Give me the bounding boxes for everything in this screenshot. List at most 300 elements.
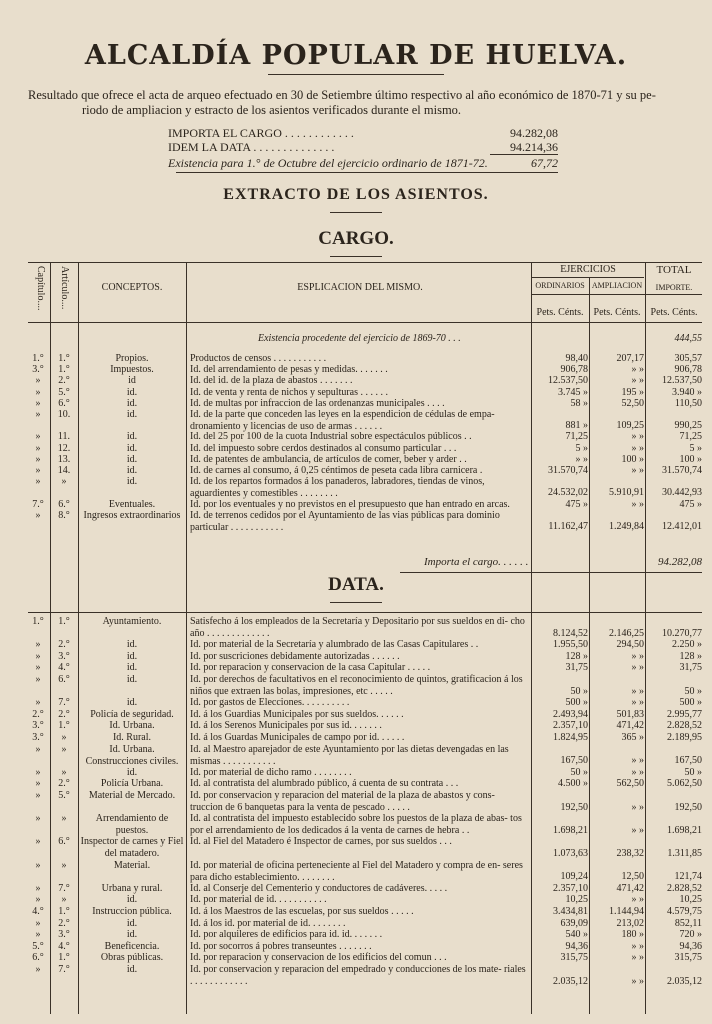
cargo-articulo: 8.° <box>58 509 70 521</box>
data-capitulo: 2.° <box>32 708 44 720</box>
data-ordinarios: 1.698,21 <box>553 824 588 836</box>
col-importe: IMPORTE. <box>655 283 693 292</box>
col-capitulo: Capítulo.... <box>35 266 46 311</box>
data-total: 94,36 <box>679 940 702 952</box>
data-explicacion: Id. á los Guardias Municipales por sus sueldos. . . . . . <box>190 708 404 720</box>
data-explicacion: Id. por reparacion y conservacion de la casa Capitular . . . . . <box>190 662 431 674</box>
data-ordinarios: 128 » <box>565 650 588 662</box>
cargo-ordinarios: 12.537,50 <box>548 375 588 387</box>
cargo-explicacion: Productos de censos . . . . . . . . . . . <box>190 353 327 364</box>
cargo-ampliacion: 100 » <box>621 453 644 465</box>
cargo-capitulo: » <box>35 476 41 488</box>
data-total: 10.270,77 <box>662 627 702 639</box>
data-capitulo: » <box>35 917 41 929</box>
cargo-articulo: 1.° <box>58 364 70 376</box>
data-concepto: id. <box>126 964 138 975</box>
data-articulo: 1.° <box>58 720 70 732</box>
data-explicacion: Id. por socorros á pobres transeuntes . . . . . . . <box>190 940 372 952</box>
data-capitulo: 6.° <box>32 952 44 964</box>
data-concepto: Urbana y rural. <box>101 882 163 894</box>
cargo-explicacion: Id. del 25 por 100 de la cuota Industrial sobre espectáculos públicos . . <box>190 431 472 443</box>
data-capitulo: » <box>35 882 41 894</box>
cargo-articulo: 2.° <box>58 375 70 387</box>
data-total: 852,11 <box>674 917 702 929</box>
cargo-ampliacion: » » <box>631 465 644 476</box>
data-capitulo: » <box>35 813 41 825</box>
data-explicacion: Id. por material de oficina perteneciente al Fiel del Matadero y compra de en- seres para dicho establecimiento. . . . . . . . <box>190 859 523 883</box>
data-total: 2.995,77 <box>667 708 702 720</box>
data-concepto: id. <box>126 766 138 778</box>
data-total: 31,75 <box>679 662 702 674</box>
data-ordinarios: 1.955,50 <box>553 639 588 651</box>
cargo-capitulo: » <box>35 453 41 465</box>
data-concepto: Instruccion pública. <box>92 906 172 917</box>
cargo-ordinarios: 31.570,74 <box>548 465 588 476</box>
data-concepto: Arrendamiento de puestos. <box>95 813 169 837</box>
data-ordinarios: 50 » <box>570 685 588 697</box>
cargo-explicacion: Id. de terrenos cedidos por el Ayuntamiento de las vias públicas para dominio particular . . . . . . . . . . . <box>190 509 500 533</box>
cargo-explicacion: Id. de la parte que conceden las leyes en la espendicion de cédulas de empa- dronamiento y licencias de uso de armas . . . . . . <box>190 409 495 432</box>
ejercicios-rule <box>532 277 644 278</box>
data-total: 2.828,52 <box>667 720 702 732</box>
cargo-capitulo: 3.° <box>32 364 44 376</box>
data-ampliacion: 294,50 <box>616 639 644 651</box>
cargo-concepto: id. <box>126 397 138 409</box>
cargo-explicacion: Id. de multas por infraccion de las ordenanzas municipales . . . . <box>190 397 445 409</box>
intro-line-1: Resultado que ofrece el acta de arqueo efectuado en 30 de Setiembre último respectivo al año económico de 1870-71 y su pe- <box>28 88 656 102</box>
data-ampliacion: 213,02 <box>616 917 644 929</box>
cargo-explicacion: Id. del arrendamiento de pesas y medidas. . . . . . . <box>190 364 388 376</box>
summary-data <box>168 140 558 154</box>
title-rule <box>268 74 444 75</box>
data-top-rule <box>28 612 702 613</box>
data-articulo: 4.° <box>58 662 70 674</box>
data-capitulo: » <box>35 859 41 871</box>
data-explicacion: Id. al Maestro aparejador de este Ayuntamiento por las dietas devengadas en las mismas . . . . . . . . . . . <box>190 743 509 767</box>
data-explicacion: Id. por alquileres de edificios para id. id. . . . . . . <box>190 929 383 941</box>
data-capitulo: » <box>35 964 41 975</box>
data-capitulo: » <box>35 662 41 674</box>
data-concepto: id. <box>126 929 138 941</box>
data-ordinarios: 2.493,94 <box>553 708 588 720</box>
col-total: TOTAL <box>656 264 692 276</box>
data-capitulo: » <box>35 743 41 755</box>
cargo-articulo: 5.° <box>58 386 70 398</box>
data-ampliacion: 12,50 <box>621 871 644 883</box>
data-capitulo: » <box>35 836 41 848</box>
vrule-4 <box>531 262 532 1014</box>
cargo-capitulo: » <box>35 465 41 476</box>
data-total: 2.189,95 <box>667 732 702 743</box>
data-ordinarios: 50 » <box>570 766 588 778</box>
cargo-ampliacion: 109,25 <box>616 420 644 432</box>
data-capitulo: 3.° <box>32 732 44 743</box>
cargo-ampliacion: » » <box>631 442 644 454</box>
data-ordinarios: 3.434,81 <box>553 906 588 917</box>
data-ampliacion: » » <box>631 940 644 952</box>
col-ampliacion: AMPLIACION <box>591 281 643 290</box>
data-articulo: 7.° <box>58 882 70 894</box>
cargo-explicacion: Id. del id. de la plaza de abastos . . . . . . . <box>190 375 353 387</box>
cargo-concepto: Ingresos extraordinarios <box>83 509 181 521</box>
data-explicacion: Id. por reparacion y conservacion de los edificios del comun . . . <box>190 952 447 964</box>
data-articulo: 2.° <box>58 708 70 720</box>
cargo-ordinarios: 24.532,02 <box>548 487 588 499</box>
data-ordinarios: 167,50 <box>560 755 588 767</box>
data-explicacion: Id. al contratista del impuesto establecido sobre los puestos de la plaza de abas- tos por el arrendamiento de los dedicados á la venta de carnes de hebra . . <box>190 813 522 837</box>
data-capitulo: » <box>35 639 41 651</box>
col-conceptos: CONCEPTOS. <box>101 282 163 293</box>
cargo-ampliacion: 207,17 <box>616 353 644 364</box>
cargo-concepto: id. <box>126 386 138 398</box>
cargo-explicacion: Id. de carnes al consumo, á 0,25 céntimos de peseta cada libra carnicera . <box>190 465 483 476</box>
data-capitulo: 1.° <box>32 616 44 627</box>
vrule-5 <box>589 277 590 1014</box>
cargo-concepto: id. <box>126 431 138 443</box>
cargo-concepto: id. <box>126 409 138 420</box>
data-articulo: » <box>61 732 67 743</box>
cargo-ordinarios: 906,78 <box>560 364 588 376</box>
data-ampliacion: 562,50 <box>616 778 644 790</box>
data-total: 500 » <box>679 697 702 709</box>
data-ordinarios: 8.124,52 <box>553 627 588 639</box>
cargo-articulo: 6.° <box>58 498 70 510</box>
existencia-total: 444,55 <box>674 333 702 344</box>
data-concepto: Obras públicas. <box>100 952 164 964</box>
data-capitulo: » <box>35 778 41 790</box>
data-articulo: 7.° <box>58 964 70 975</box>
data-total: 167,50 <box>674 755 702 767</box>
data-capitulo: » <box>35 650 41 662</box>
cargo-total: 12.537,50 <box>662 375 702 387</box>
data-ampliacion: 2.146,25 <box>609 627 644 639</box>
cargo-ordinarios: 71,25 <box>565 431 588 443</box>
summary-cargo <box>168 126 558 140</box>
cargo-ordinarios: 11.162,47 <box>548 520 588 532</box>
data-concepto: Id. Urbana. <box>109 720 155 732</box>
data-heading: DATA. <box>328 574 384 595</box>
data-ampliacion: » » <box>631 801 644 813</box>
data-ampliacion: » » <box>631 755 644 767</box>
data-total: 4.579,75 <box>667 906 702 917</box>
unit-total: Pets. Cénts. <box>650 307 698 318</box>
cargo-ampliacion: » » <box>631 375 644 387</box>
data-ampliacion: » » <box>631 894 644 906</box>
data-total: 2.828,52 <box>667 882 702 894</box>
extract-subtitle: EXTRACTO DE LOS ASIENTOS. <box>223 186 489 203</box>
data-total: 50 » <box>684 685 702 697</box>
cargo-capitulo: » <box>35 386 41 398</box>
data-articulo: » <box>61 743 67 755</box>
data-concepto: id. <box>126 917 138 929</box>
data-concepto: Material. <box>113 859 151 871</box>
data-concepto: id. <box>126 662 138 674</box>
data-ampliacion: 1.144,94 <box>609 906 644 917</box>
data-concepto: Id. Rural. <box>112 732 152 743</box>
data-articulo: 7.° <box>58 697 70 709</box>
cargo-concepto: id. <box>126 465 138 476</box>
header-bottom-rule <box>28 322 702 323</box>
cargo-capitulo: » <box>35 397 41 409</box>
summary-rule <box>490 154 558 155</box>
data-explicacion: Id. por material de id. . . . . . . . . . . <box>190 894 327 906</box>
cargo-ordinarios: » » <box>575 453 588 465</box>
data-explicacion: Id. á los id. por material de id. . . . . . . . <box>190 917 346 929</box>
cargo-ampliacion: » » <box>631 431 644 443</box>
data-articulo: 2.° <box>58 778 70 790</box>
data-articulo: » <box>61 859 67 871</box>
data-total: 50 » <box>684 766 702 778</box>
cargo-concepto: id. <box>126 476 138 488</box>
data-articulo: » <box>61 813 67 825</box>
cargo-total: 31.570,74 <box>662 465 702 476</box>
data-capitulo: 5.° <box>32 940 44 952</box>
data-concepto: Beneficencia. <box>104 940 160 952</box>
cargo-articulo: 11. <box>57 431 71 443</box>
intro-paragraph <box>28 88 704 118</box>
data-explicacion: Id. al Fiel del Matadero é Inspector de carnes, por sus sueldos . . . <box>190 836 452 848</box>
data-ordinarios: 10,25 <box>565 894 588 906</box>
data-concepto: Ayuntamiento. <box>102 616 162 627</box>
summary-cargo-label: IMPORTA EL CARGO . . . . . . . . . . . . <box>168 126 354 140</box>
data-concepto: id. <box>126 894 138 906</box>
data-ampliacion: 180 » <box>621 929 644 941</box>
cargo-ordinarios: 58 » <box>570 397 588 409</box>
data-total: 192,50 <box>674 801 702 813</box>
cargo-articulo: 6.° <box>58 397 70 409</box>
data-concepto: Policía de seguridad. <box>90 708 174 720</box>
importa-cargo-value: 94.282,08 <box>658 556 702 568</box>
data-ampliacion: » » <box>631 766 644 778</box>
cargo-ampliacion: 5.910,91 <box>609 487 644 499</box>
col-explicacion: ESPLICACION DEL MISMO. <box>297 282 423 293</box>
data-ampliacion: 471,42 <box>616 882 644 894</box>
data-ordinarios: 2.035,12 <box>553 975 588 987</box>
col-ejercicios: EJERCICIOS <box>560 264 616 275</box>
cargo-concepto: Eventuales. <box>108 498 156 510</box>
data-articulo: » <box>61 766 67 778</box>
header-rule-1 <box>532 294 702 295</box>
cargo-total: 3.940 » <box>672 386 702 398</box>
cargo-total: 110,50 <box>674 397 702 409</box>
data-explicacion: Id. por derechos de facultativos en el reconocimiento de quintos, gratificacion á los niños que extraen las bolas, impresiones, etc . . . . . <box>190 674 523 697</box>
vrule-2 <box>78 262 79 1014</box>
data-ampliacion: 471,42 <box>616 720 644 732</box>
data-capitulo: » <box>35 674 41 685</box>
data-explicacion: Id. por suscriciones debidamente autorizadas . . . . . . <box>190 650 400 662</box>
cargo-total: 475 » <box>679 498 702 510</box>
data-total: 10,25 <box>679 894 702 906</box>
cargo-ordinarios: 475 » <box>565 498 588 510</box>
data-concepto: id. <box>126 697 138 709</box>
data-concepto: id. <box>126 650 138 662</box>
cargo-explicacion: Id. de venta y renta de nichos y sepulturas . . . . . . <box>190 386 389 398</box>
data-ordinarios: 1.824,95 <box>553 732 588 743</box>
data-articulo: 5.° <box>58 790 70 801</box>
data-articulo: 2.° <box>58 917 70 929</box>
cargo-articulo: 1.° <box>58 353 70 364</box>
data-concepto: Policía Urbana. <box>100 778 164 790</box>
data-ordinarios: 4.500 » <box>558 778 588 790</box>
data-ordinarios: 192,50 <box>560 801 588 813</box>
summary-existencia-label: Existencia para 1.° de Octubre del ejercicio ordinario de 1871-72. <box>168 156 488 170</box>
data-total: 315,75 <box>674 952 702 964</box>
data-ampliacion: » » <box>631 662 644 674</box>
cargo-ornament <box>330 256 382 257</box>
summary-data-value: 94.214,36 <box>510 140 558 154</box>
cargo-ampliacion: » » <box>631 498 644 510</box>
cargo-total: 100 » <box>679 453 702 465</box>
data-ordinarios: 94,36 <box>565 940 588 952</box>
data-explicacion: Id. á los Maestros de las escuelas, por sus sueldos . . . . . <box>190 906 414 917</box>
data-capitulo: » <box>35 697 41 709</box>
data-concepto: Material de Mercado. <box>88 790 176 801</box>
data-explicacion: Id. por gastos de Elecciones. . . . . . . . . . <box>190 697 350 709</box>
data-capitulo: 3.° <box>32 720 44 732</box>
data-total: 121,74 <box>674 871 702 883</box>
vrule-1 <box>50 262 51 1014</box>
unit-ampliacion: Pets. Cénts. <box>593 307 641 318</box>
cargo-ampliacion: 1.249,84 <box>609 520 644 532</box>
data-total: 128 » <box>679 650 702 662</box>
cargo-explicacion: Id. de los repartos formados á los panaderos, labradores, tiendas de vinos, aguardientes y comestibles . . . . . . . . <box>190 476 485 500</box>
data-ordinarios: 639,09 <box>560 917 588 929</box>
data-ordinarios: 31,75 <box>565 662 588 674</box>
data-explicacion: Id. por conservacion y reparacion del empedrado y conducciones de los mate- riales . . . . . . . . . . . . <box>190 964 526 987</box>
summary-cargo-value: 94.282,08 <box>510 126 558 140</box>
cargo-concepto: Impuestos. <box>110 364 154 376</box>
cargo-capitulo: 1.° <box>32 353 44 364</box>
summary-data-label: IDEM LA DATA . . . . . . . . . . . . . . <box>168 140 335 154</box>
vrule-6 <box>645 262 646 1014</box>
data-total: 2.250 » <box>672 639 702 651</box>
data-ordinarios: 315,75 <box>560 952 588 964</box>
data-articulo: 3.° <box>58 929 70 941</box>
cargo-articulo: » <box>61 476 67 488</box>
cargo-capitulo: » <box>35 409 41 420</box>
data-ampliacion: » » <box>631 824 644 836</box>
data-concepto: id. <box>126 674 138 685</box>
data-explicacion: Id. por conservacion y reparacion del material de la plaza de abastos y cons- truccion de 6 banquetas para la venta de pescado . . . . . <box>190 790 495 813</box>
data-ampliacion: » » <box>631 975 644 987</box>
existencia-label: Existencia procedente del ejercicio de 1869-70 . . . <box>258 333 461 344</box>
data-ordinarios: 109,24 <box>560 871 588 883</box>
cargo-total: 990,25 <box>674 420 702 432</box>
cargo-heading: CARGO. <box>318 228 394 249</box>
page-title: ALCALDÍA POPULAR DE HUELVA. <box>84 40 628 71</box>
data-concepto: id. <box>126 639 138 651</box>
cargo-total: 305,57 <box>674 353 702 364</box>
vrule-3 <box>186 262 187 1014</box>
data-explicacion: Id. por material de la Secretaría y alumbrado de las Casas Capitulares . . <box>190 639 479 651</box>
cargo-capitulo: 7.° <box>32 498 44 510</box>
cargo-capitulo: » <box>35 431 41 443</box>
data-capitulo: » <box>35 894 41 906</box>
data-ordinarios: 2.357,10 <box>553 882 588 894</box>
data-explicacion: Id. al Conserje del Cementerio y conductores de cadáveres. . . . . <box>190 882 448 894</box>
summary-bottom-rule <box>176 172 558 173</box>
cargo-capitulo: » <box>35 442 41 454</box>
cargo-end-rule <box>400 572 702 573</box>
cargo-total: 906,78 <box>674 364 702 376</box>
cargo-explicacion: Id. de patentes de ambulancia, de artículos de comer, beber y arder . . <box>190 453 467 465</box>
cargo-articulo: 12. <box>57 442 71 454</box>
data-total: 720 » <box>679 929 702 941</box>
data-capitulo: » <box>35 929 41 941</box>
cargo-ordinarios: 881 » <box>565 420 588 432</box>
data-concepto: Inspector de carnes y Fiel del matadero. <box>80 836 184 860</box>
cargo-ampliacion: 52,50 <box>621 397 644 409</box>
data-articulo: 2.° <box>58 639 70 651</box>
data-total: 1.698,21 <box>667 824 702 836</box>
col-articulo: Artículo.... <box>59 266 70 310</box>
cargo-concepto: id <box>128 375 136 387</box>
data-ampliacion: » » <box>631 952 644 964</box>
data-capitulo: » <box>35 790 41 801</box>
data-articulo: » <box>61 894 67 906</box>
data-ampliacion: 501,83 <box>616 708 644 720</box>
data-explicacion: Satisfecho á los empleados de la Secretaría y Depositario por sus sueldos en di- cho año . . . . . . . . . . . . . <box>190 616 525 639</box>
data-articulo: 1.° <box>58 616 70 627</box>
cargo-ordinarios: 98,40 <box>565 353 588 364</box>
data-total: 1.311,85 <box>667 847 702 859</box>
cargo-explicacion: Id. por los eventuales y no previstos en el presupuesto que han entrado en arcas. <box>190 498 510 510</box>
cargo-total: 30.442,93 <box>662 487 702 499</box>
col-ordinarios: ORDINARIOS <box>535 281 585 290</box>
importa-cargo-label: Importa el cargo. . . . . . <box>424 556 529 568</box>
cargo-concepto: id. <box>126 453 138 465</box>
data-total: 5.062,50 <box>667 778 702 790</box>
unit-ordinarios: Pets. Cénts. <box>536 307 584 318</box>
data-total: 2.035,12 <box>667 975 702 987</box>
data-ordinarios: 1.073,63 <box>553 847 588 859</box>
intro-line-2: riodo de ampliacion y estracto de los asientos verificados durante el mismo. <box>82 103 462 117</box>
cargo-ordinarios: 5 » <box>575 442 588 454</box>
data-ampliacion: » » <box>631 650 644 662</box>
cargo-articulo: 13. <box>57 453 71 465</box>
data-articulo: 1.° <box>58 906 70 917</box>
cargo-ampliacion: 195 » <box>621 386 644 398</box>
data-articulo: 6.° <box>58 674 70 685</box>
data-articulo: 3.° <box>58 650 70 662</box>
data-ampliacion: 238,32 <box>616 847 644 859</box>
cargo-concepto: Propios. <box>115 353 149 364</box>
data-explicacion: Id. á los Serenos Municipales por sus id. . . . . . . <box>190 720 382 732</box>
data-explicacion: Id. á los Guardas Municipales de campo por id. . . . . . <box>190 732 405 743</box>
summary-existencia-value: 67,72 <box>531 156 558 170</box>
cargo-articulo: 14. <box>57 465 71 476</box>
data-ordinarios: 500 » <box>565 697 588 709</box>
data-explicacion: Id. al contratista del alumbrado público, á cuenta de su contrata . . . <box>190 778 459 790</box>
data-capitulo: 4.° <box>32 906 44 917</box>
subtitle-ornament <box>330 212 382 213</box>
data-ordinarios: 540 » <box>565 929 588 941</box>
summary-existencia <box>168 156 558 170</box>
data-capitulo: » <box>35 766 41 778</box>
cargo-capitulo: » <box>35 375 41 387</box>
data-ampliacion: 365 » <box>621 732 644 743</box>
data-articulo: 6.° <box>58 836 70 848</box>
cargo-explicacion: Id. del impuesto sobre cerdos destinados al consumo particular . . . <box>190 442 457 454</box>
cargo-ampliacion: » » <box>631 364 644 376</box>
cargo-concepto: id. <box>126 442 138 454</box>
data-ordinarios: 2.357,10 <box>553 720 588 732</box>
cargo-ordinarios: 3.745 » <box>558 386 588 398</box>
data-ampliacion: » » <box>631 685 644 697</box>
cargo-articulo: 10. <box>57 409 71 420</box>
data-concepto: Id. Urbana. Construcciones civiles. <box>85 743 179 767</box>
data-articulo: 4.° <box>58 940 70 952</box>
